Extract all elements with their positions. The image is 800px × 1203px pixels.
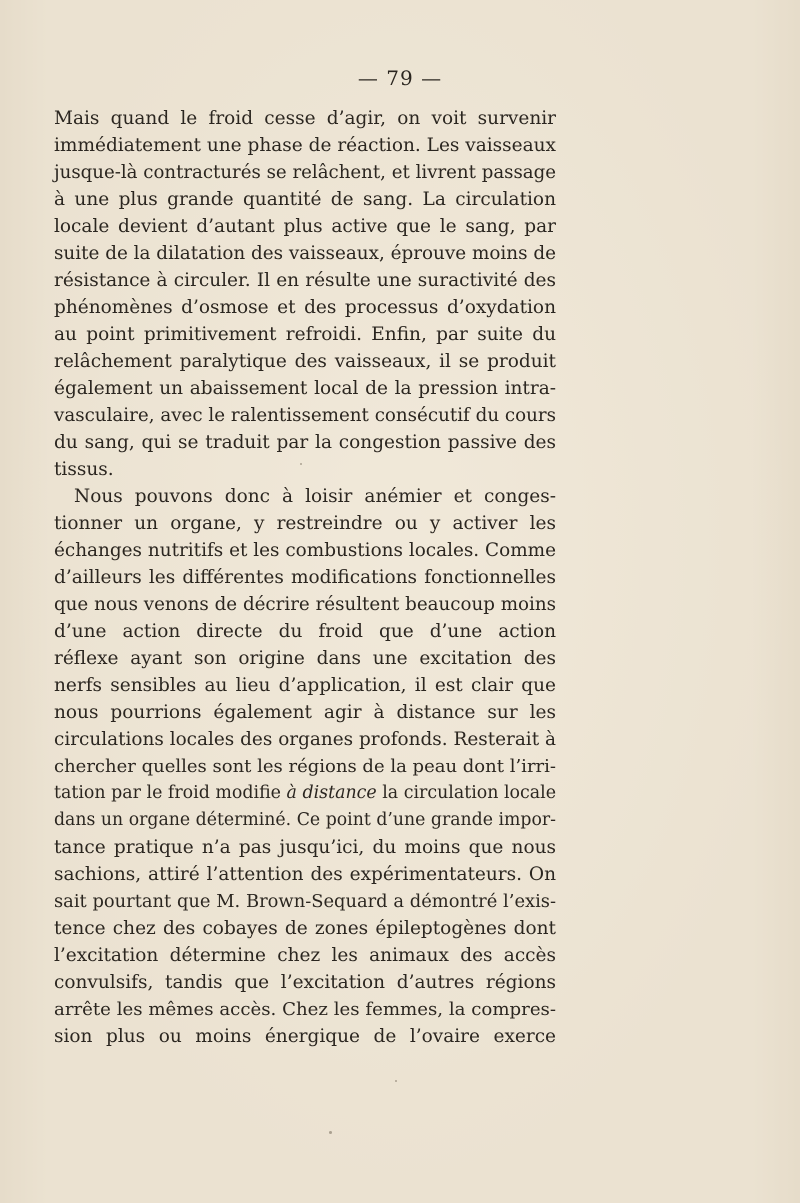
text-line: que nous venons de décrire résultent beaucoup moins bbox=[54, 594, 556, 615]
page-number: — 79 — bbox=[357, 66, 443, 90]
text-line: chercher quelles sont les régions de la peau dont l’irri- bbox=[54, 756, 556, 777]
text-line: résistance à circuler. Il en résulte une suractivité des bbox=[54, 270, 556, 291]
text-line: vasculaire, avec le ralentissement consécutif du cours bbox=[54, 405, 556, 426]
text-line: circulations locales des organes profonds. Resterait à bbox=[54, 729, 556, 750]
text-line: d’une action directe du froid que d’une action bbox=[54, 621, 556, 642]
text-line: l’excitation détermine chez les animaux des accès bbox=[54, 945, 556, 966]
text-line: sait pourtant que M. Brown-Sequard a démontré l’exis- bbox=[54, 891, 556, 912]
body-text bbox=[54, 105, 556, 1050]
paper-speck bbox=[395, 1080, 397, 1082]
text-line: réflexe ayant son origine dans une excitation des bbox=[54, 648, 556, 669]
text-line: également un abaissement local de la pression intra- bbox=[54, 378, 556, 399]
text-line: tance pratique n’a pas jusqu’ici, du moins que nous bbox=[54, 837, 556, 858]
text-line: nerfs sensibles au lieu d’application, il est clair que bbox=[54, 675, 556, 696]
italic-phrase: à distance bbox=[286, 783, 377, 803]
text-line: relâchement paralytique des vaisseaux, il se produit bbox=[54, 351, 556, 372]
text-line: tionner un organe, y restreindre ou y activer les bbox=[54, 513, 556, 534]
text-line: au point primitivement refroidi. Enfin, par suite du bbox=[54, 324, 556, 345]
text-line: convulsifs, tandis que l’excitation d’autres régions bbox=[54, 972, 556, 993]
paper-speck bbox=[300, 463, 302, 465]
text-line: d’ailleurs les différentes modifications fonctionnelles bbox=[54, 567, 556, 588]
text-line: Mais quand le froid cesse d’agir, on voit survenir bbox=[54, 108, 556, 129]
paper-speck bbox=[329, 1131, 332, 1134]
text-line: Nous pouvons donc à loisir anémier et conges- bbox=[74, 486, 556, 507]
text-line: immédiatement une phase de réaction. Les vaisseaux bbox=[54, 135, 556, 156]
text-line: jusque-là contracturés se relâchent, et livrent passage bbox=[54, 162, 556, 183]
text-line: sachions, attiré l’attention des expérimentateurs. On bbox=[54, 864, 556, 885]
text-line: tation par le froid modifie à distance la circulation locale bbox=[54, 783, 556, 803]
text-line: suite de la dilatation des vaisseaux, éprouve moins de bbox=[54, 243, 556, 264]
text-line: sion plus ou moins énergique de l’ovaire exerce bbox=[54, 1026, 556, 1047]
text-line: du sang, qui se traduit par la congestion passive des bbox=[54, 432, 556, 453]
text-line: tence chez des cobayes de zones épileptogènes dont bbox=[54, 918, 556, 939]
text-line: phénomènes d’osmose et des processus d’oxydation bbox=[54, 297, 556, 318]
text-line: à une plus grande quantité de sang. La circulation bbox=[54, 189, 556, 210]
text-line: locale devient d’autant plus active que le sang, par bbox=[54, 216, 556, 237]
text-line: dans un organe déterminé. Ce point d’une grande impor- bbox=[54, 810, 556, 830]
text-line: tissus. bbox=[54, 459, 114, 480]
text-line: arrête les mêmes accès. Chez les femmes, la compres- bbox=[54, 999, 556, 1020]
text-line: nous pourrions également agir à distance sur les bbox=[54, 702, 556, 723]
text-line: échanges nutritifs et les combustions locales. Comme bbox=[54, 540, 556, 561]
